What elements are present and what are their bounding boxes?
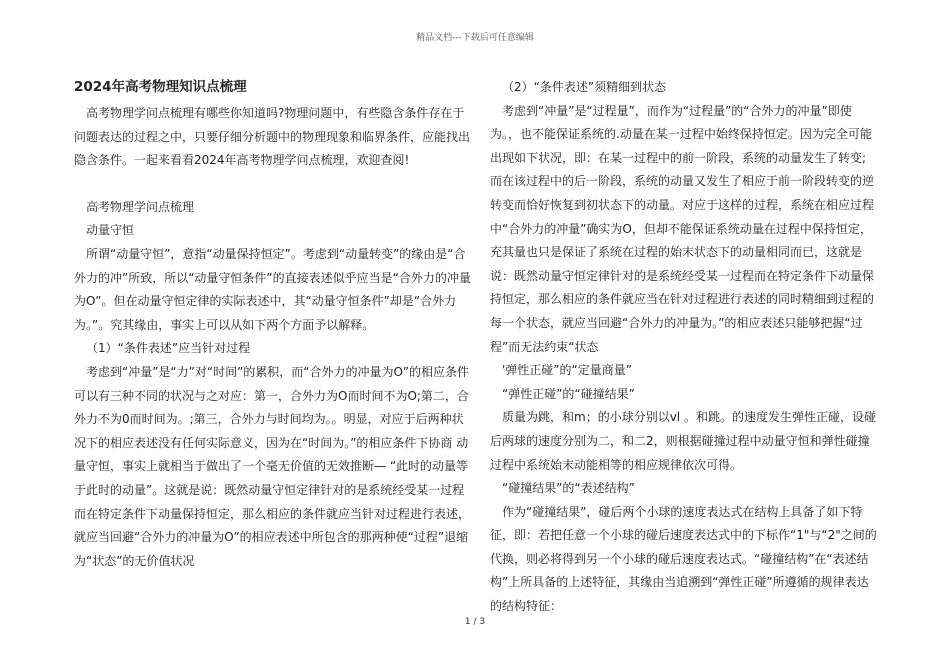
- section-heading: 高考物理学问点梳理: [86, 199, 195, 214]
- subsection-heading: （2）“条件表述”须精细到状态: [502, 80, 667, 94]
- paragraph: 质量为跳，和m；的小球分别以vl 。和跳。的速度发生弹性正碰，设碰后两球的速度分别为二，和二2，则根据碰撞过程中动量守恒和弹性碰撞过程中系统始末动能相等的相应规律依次可得。: [490, 410, 876, 472]
- subsection-heading: （1）“条件表述”应当针对过程: [86, 341, 251, 356]
- text-line: “碰撞结果”的“表述结构”: [502, 481, 635, 496]
- page-header: 精品文档---下载后可任意编辑: [416, 33, 534, 43]
- paragraph: 考虑到“冲量”是“过程量”，而作为“过程量”的“合外力的冲量”即使为。，也不能保证系统的.动量在某一过程中始终保持恒定。因为完全可能出现如下状况，即：在某一过程中的前一阶段，系统的动量发生了转变;而在该过程中的后一阶段，系统的动量又发生了相应于前一阶段转变的逆转变而恰好恢复到初状态下的动量。对应于这样的过程，系统在相应过程中“合外力的冲量”确实为O，但却不能保证系统动量在过程中保持恒定，充其量也只是保证了系统在过程的始末状态下的动量相同而已，这就是说：既然动量守恒定律针对的是系统经受某一过程而在特定条件下动量保持恒定，那么相应的条件就应当在针对过程进行表述的同时精细到过程的每一个状态，就应当回避“合外力的冲量为。”的相应表述只能够把握“过程”而无法约束“状态: [490, 103, 875, 354]
- paragraph: 作为“碰撞结果”，碰后两个小球的速度表达式在结构上具备了如下特征，即：若把任意一个小球的碰后速度表达式中的下标作“1"与“2"之间的代换，则必将得到另一个小球的碰后速度表达式。“碰撞结构”在“表述结构”上所具备的上述特征，其缘由当追溯到“弹性正碰”所遵循的规律表达的结构特征：: [490, 504, 877, 614]
- page-number: 1 / 3: [464, 617, 486, 627]
- right-column: [490, 76, 877, 619]
- paragraph: 所谓“动量守恒”，意指“动量保持恒定”。考虑到“动量转变”的缘由是“合外力的冲”所致，所以“动量守恒条件”的直接表述似乎应当是“合外力的冲量为O”。但在动量守恒定律的实际表述中，其“动量守恒条件”却是“合外力为。”。究其缘由，事实上可以从如下两个方面予以解释。: [74, 246, 471, 332]
- text-line: '弹性正碰”的“定量商量”: [502, 363, 632, 378]
- intro-paragraph: 高考物理学问点梳理有哪些你知道吗?物理问题中，有些隐含条件存在于问题表达的过程之中，只要仔细分析题中的物理现象和临界条件，应能找出隐含条件。一起来看看2024年高考物理学问点梳理，欢迎查阅!: [74, 106, 471, 168]
- document-title: 2024年高考物理知识点梳理: [74, 79, 247, 95]
- left-column: [74, 76, 472, 573]
- section-subheading: 动量守恒: [86, 223, 135, 238]
- paragraph: 考虑到“冲量”是“力”对“时间”的累积，而“合外力的冲量为O”的相应条件可以有三种不同的状况与之对应：第一，合外力为O而时间不为O;第二，合外力不为0而时间为。;第三，合外力与时间均为。。明显，对应于后两种状况下的相应表述没有任何实际意义，因为在“时间为。”的相应条件下协商 动量守恒，事实上就相当于做出了一个毫无价值的无效推断— “此时的动量等于此时的动量”。这就是说：既然动量守恒定律针对的是系统经受某一过程而在特定条件下动量保持恒定，那么相应的条件就应当针对过程进行表述，就应当回避“合外力的冲量为O”的相应表述中所包含的那两种使“过程”退缩为“状态”的无价值状况: [74, 364, 471, 568]
- text-line: “弹性正碰”的“碰撞结果”: [502, 386, 635, 401]
- spacer: [74, 173, 472, 196]
